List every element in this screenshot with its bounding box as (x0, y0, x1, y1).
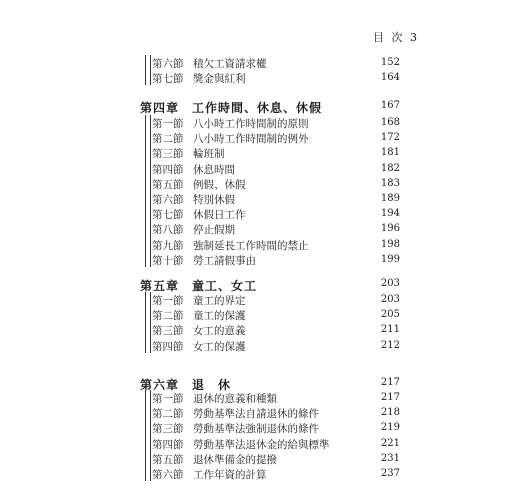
section-number: 第六節 (152, 469, 184, 481)
section-number: 第四節 (152, 438, 184, 451)
toc-entry[interactable] (152, 339, 246, 354)
section-title: 停止假期 (193, 224, 235, 237)
section-page-number: 196 (380, 223, 400, 235)
section-title: 特別休假 (193, 194, 235, 206)
toc-entry[interactable] (152, 253, 256, 268)
section-number: 第九節 (152, 239, 184, 252)
section-number: 第六節 (152, 58, 184, 70)
section-page-number: 172 (380, 132, 400, 144)
section-title: 例假、休假 (193, 178, 246, 191)
toc-entry[interactable] (152, 421, 319, 436)
section-page-number: 218 (380, 407, 400, 419)
section-number: 第三節 (152, 423, 184, 436)
section-number: 第二節 (152, 133, 184, 146)
section-number: 第一節 (152, 295, 184, 307)
toc-entry[interactable] (152, 323, 246, 338)
toc-entry[interactable] (152, 71, 246, 86)
section-title: 童工的界定 (193, 295, 246, 307)
chapter-page-number: 167 (380, 100, 400, 111)
section-title: 休息時間 (193, 163, 235, 176)
toc-entry[interactable] (152, 56, 267, 71)
section-title: 八小時工作時間制的原則 (193, 118, 309, 130)
section-number: 第八節 (152, 224, 184, 237)
section-title: 強制延長工作時間的禁止 (193, 239, 309, 252)
section-title: 童工的保護 (193, 310, 246, 323)
section-title: 勞動基準法強制退休的條件 (193, 423, 319, 436)
section-group-bar (145, 390, 151, 481)
chapter-title[interactable]: 第五章 童工、女工 (140, 279, 258, 293)
section-title: 輪班制 (193, 148, 225, 161)
toc-entry[interactable] (152, 238, 309, 253)
section-number: 第七節 (152, 73, 184, 86)
section-title: 工作年資的計算 (193, 469, 267, 481)
section-page-number: 183 (380, 177, 400, 189)
toc-entry[interactable] (152, 437, 330, 452)
section-number: 第三節 (152, 325, 184, 338)
section-page-number: 219 (380, 422, 400, 434)
section-page-number: 211 (380, 324, 400, 336)
toc-entry[interactable] (152, 452, 277, 467)
toc-entry[interactable] (152, 146, 225, 161)
section-title: 獎金與紅利 (193, 73, 246, 86)
section-number: 第一節 (152, 118, 184, 130)
section-page-number: 168 (380, 117, 400, 128)
toc-entry[interactable] (152, 116, 309, 131)
section-page-number: 231 (380, 452, 400, 464)
toc-entry[interactable] (152, 192, 235, 207)
section-number: 第二節 (152, 408, 184, 421)
section-group-bar (145, 115, 151, 267)
toc-entry[interactable] (152, 467, 267, 482)
section-number: 第二節 (152, 310, 184, 323)
section-title: 積欠工資請求權 (193, 58, 267, 70)
section-page-number: 152 (380, 57, 400, 68)
section-page-number: 217 (380, 392, 400, 403)
section-page-number: 181 (380, 147, 400, 159)
section-page-number: 164 (380, 72, 400, 84)
toc-entry[interactable] (152, 207, 246, 222)
toc-entry[interactable] (152, 406, 319, 421)
section-page-number: 182 (380, 162, 400, 174)
toc-entry[interactable] (152, 131, 309, 146)
section-title: 女工的保護 (193, 340, 246, 353)
section-number: 第七節 (152, 209, 184, 222)
section-page-number: 203 (380, 294, 400, 305)
section-group-bar (145, 292, 151, 353)
section-page-number: 189 (380, 193, 400, 204)
section-number: 第十節 (152, 254, 184, 267)
section-number: 第六節 (152, 194, 184, 206)
section-number: 第五節 (152, 178, 184, 191)
section-page-number: 237 (380, 468, 400, 479)
section-page-number: 198 (380, 238, 400, 250)
toc-entry[interactable] (152, 308, 246, 323)
section-title: 退休準備金的提撥 (193, 453, 277, 466)
section-title: 女工的意義 (193, 325, 246, 338)
toc-entry[interactable] (152, 162, 235, 177)
chapter-title[interactable]: 第四章 工作時間、休息、休假 (140, 101, 323, 115)
toc-entry[interactable] (152, 293, 246, 308)
section-title: 休假日工作 (193, 209, 246, 222)
section-number: 第四節 (152, 340, 184, 353)
chapter-page-number: 203 (380, 278, 400, 289)
section-page-number: 205 (380, 309, 400, 321)
section-title: 八小時工作時間制的例外 (193, 133, 309, 146)
section-group-bar (145, 55, 151, 85)
section-number: 第四節 (152, 163, 184, 176)
chapter-page-number: 217 (380, 377, 400, 388)
section-title: 勞工請假事由 (193, 254, 256, 267)
page-header: 目 次 3 (373, 31, 419, 44)
section-number: 第三節 (152, 148, 184, 161)
toc-entry[interactable] (152, 391, 277, 406)
section-title: 退休的意義和種類 (193, 393, 277, 405)
section-title: 勞動基準法自請退休的條件 (193, 408, 319, 421)
section-page-number: 194 (380, 208, 400, 220)
section-page-number: 199 (380, 253, 400, 265)
section-page-number: 212 (380, 339, 400, 351)
toc-entry[interactable] (152, 222, 235, 237)
section-title: 勞動基準法退休金的給與標準 (193, 438, 330, 451)
chapter-title[interactable]: 第六章 退 休 (140, 378, 232, 392)
section-page-number: 221 (380, 437, 400, 449)
section-number: 第一節 (152, 393, 184, 405)
toc-entry[interactable] (152, 177, 246, 192)
section-number: 第五節 (152, 453, 184, 466)
